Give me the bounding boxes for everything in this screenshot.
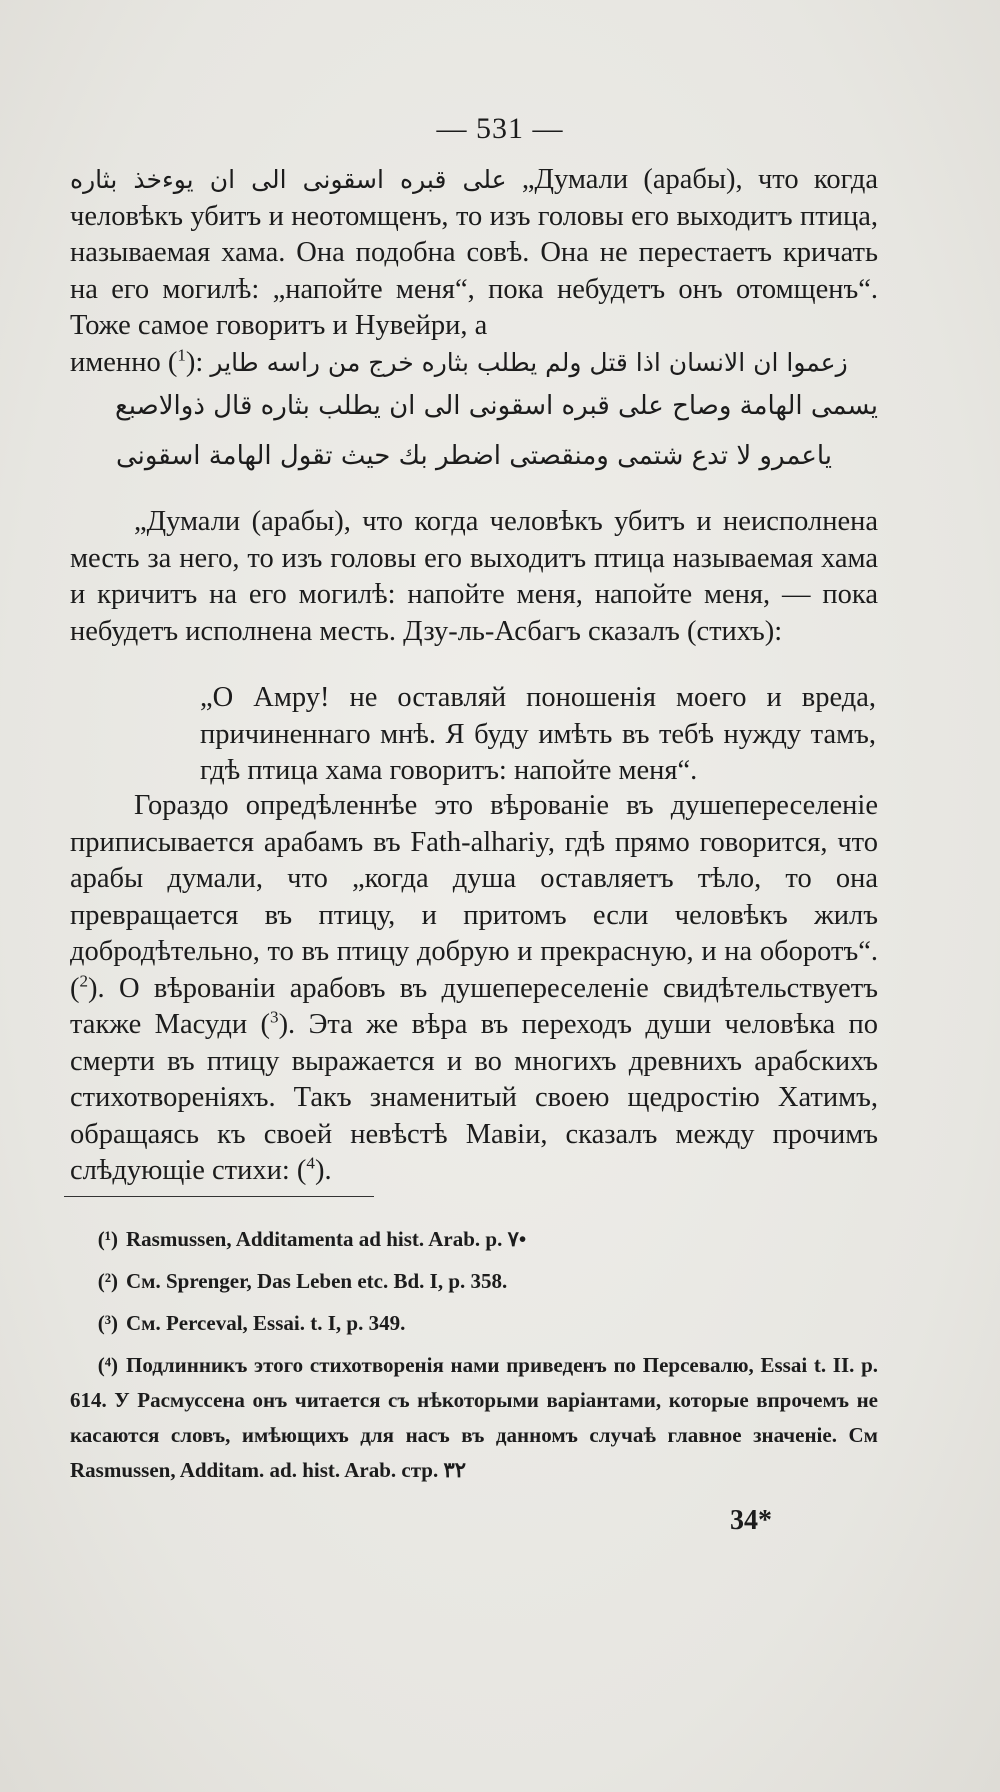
signature-mark: 34* xyxy=(730,1505,772,1536)
paragraph-3-part4: ). xyxy=(314,1155,332,1186)
paragraph-3 xyxy=(70,788,878,1190)
arabic-inline-quote: زعموا ان الانسان اذا قتل ولم يطلب بثاره خرج من راسه طاير xyxy=(210,347,848,377)
footnote-marker-4: 4 xyxy=(306,1153,315,1173)
footnote-text: См. Sprenger, Das Leben etc. Bd. I, p. 358. xyxy=(126,1269,508,1293)
paragraph-2-text: „Думали (арабы), что когда человѣкъ убитъ и неисполнена месть за него, то изъ головы его выходитъ птица называемая хама и кричитъ на его могилѣ: напойте меня, напойте меня, — пока небудетъ исполнена месть. Дзу-ль-Асбагъ сказалъ (стихъ): xyxy=(70,506,878,647)
paragraph-1-line1: „Думали (арабы), что когда xyxy=(521,164,878,195)
footnote-2 xyxy=(70,1264,878,1299)
imenno-text: именно ( xyxy=(70,346,178,378)
footnote-1 xyxy=(70,1222,878,1257)
paragraph-2 xyxy=(70,504,878,650)
page-number-header: — 531 — xyxy=(436,112,564,145)
footnote-number: (³) xyxy=(97,1311,118,1335)
footnote-marker-3: 3 xyxy=(270,1007,279,1027)
verse-translation: „О Амру! не оставляй поношенія моего и вреда, причиненнаго мнѣ. Я буду имѣть въ тебѣ нужду тамъ, гдѣ птица хама говоритъ: напойте меня“. xyxy=(200,682,876,786)
paragraph-1-text: человѣкъ убитъ и неотомщенъ, то изъ головы его выходитъ птица, называемая хама. Она подобна совѣ. Она не перестаетъ кричать на его могилѣ: „напойте меня“, пока небудетъ онъ отомщенъ“. Тоже самое говоритъ и Нувейри, а xyxy=(70,200,878,341)
footnote-4 xyxy=(70,1348,878,1488)
footnote-marker-2: 2 xyxy=(79,971,89,990)
imenno-tail: ): xyxy=(185,346,204,378)
footnote-marker-1: 1 xyxy=(177,345,186,364)
arabic-quote-line-2: يسمى الهامة وصاح على قبره اسقونى الى ان يطلب بثاره قال ذوالاصبع xyxy=(114,391,878,421)
footnote-number: (⁴) xyxy=(97,1353,118,1377)
footnote-text: См. Perceval, Essai. t. I, p. 349. xyxy=(126,1311,406,1335)
paragraph-3-part1: Гораздо опредѣленнѣе это вѣрованіе въ душепереселеніе приписывается арабамъ въ Fath-alhariy, гдѣ прямо говорится, что арабы думали, что „когда душа оставляетъ тѣло, то она превращается въ птицу, и притомъ если человѣкъ жилъ добродѣтельно, то въ птицу добрую и прекрасную, и на оборотъ“. ( xyxy=(70,790,878,1004)
footnote-divider xyxy=(64,1196,374,1197)
footnote-text: Rasmussen, Additamenta ad hist. Arab. p. ٧• xyxy=(126,1227,527,1251)
arabic-verse-line: ياعمرو لا تدع شتمى ومنقصتى اضطر بك حيث تقول الهامة اسقونى xyxy=(115,441,833,471)
arabic-lead-quote: على قبره اسقونى الى ان يوءخذ بثاره xyxy=(70,165,507,194)
paragraph-3-part2: ). О вѣрованіи арабовъ въ душепереселеніе свидѣтельствуетъ также Масуди ( xyxy=(70,972,878,1040)
paragraph-1 xyxy=(70,162,878,481)
footnote-number: (¹) xyxy=(97,1227,118,1251)
footnote-3 xyxy=(70,1306,878,1341)
paragraph-3-part3: ). Эта же вѣра въ переходъ души человѣка по смерти въ птицу выражается и во многихъ древнихъ арабскихъ стихотвореніяхъ. Такъ знаменитый своею щедростію Хатимъ, обращаясь къ своей невѣстѣ Мавіи, сказалъ между прочимъ слѣдующіе стихи: ( xyxy=(70,1009,878,1186)
footnote-text: Подлинникъ этого стихотворенія нами приведенъ по Перcевалю, Essai t. II. p. 614. У Расмуссена онъ читается съ нѣкоторыми варіантами, которые впрочемъ не касаются словъ, имѣющихъ для насъ въ данномъ случаѣ главное значеніе. См Rasmussen, Additam. ad. hist. Arab. стр. ٣٢ xyxy=(70,1353,878,1482)
footnote-number: (²) xyxy=(97,1269,118,1293)
